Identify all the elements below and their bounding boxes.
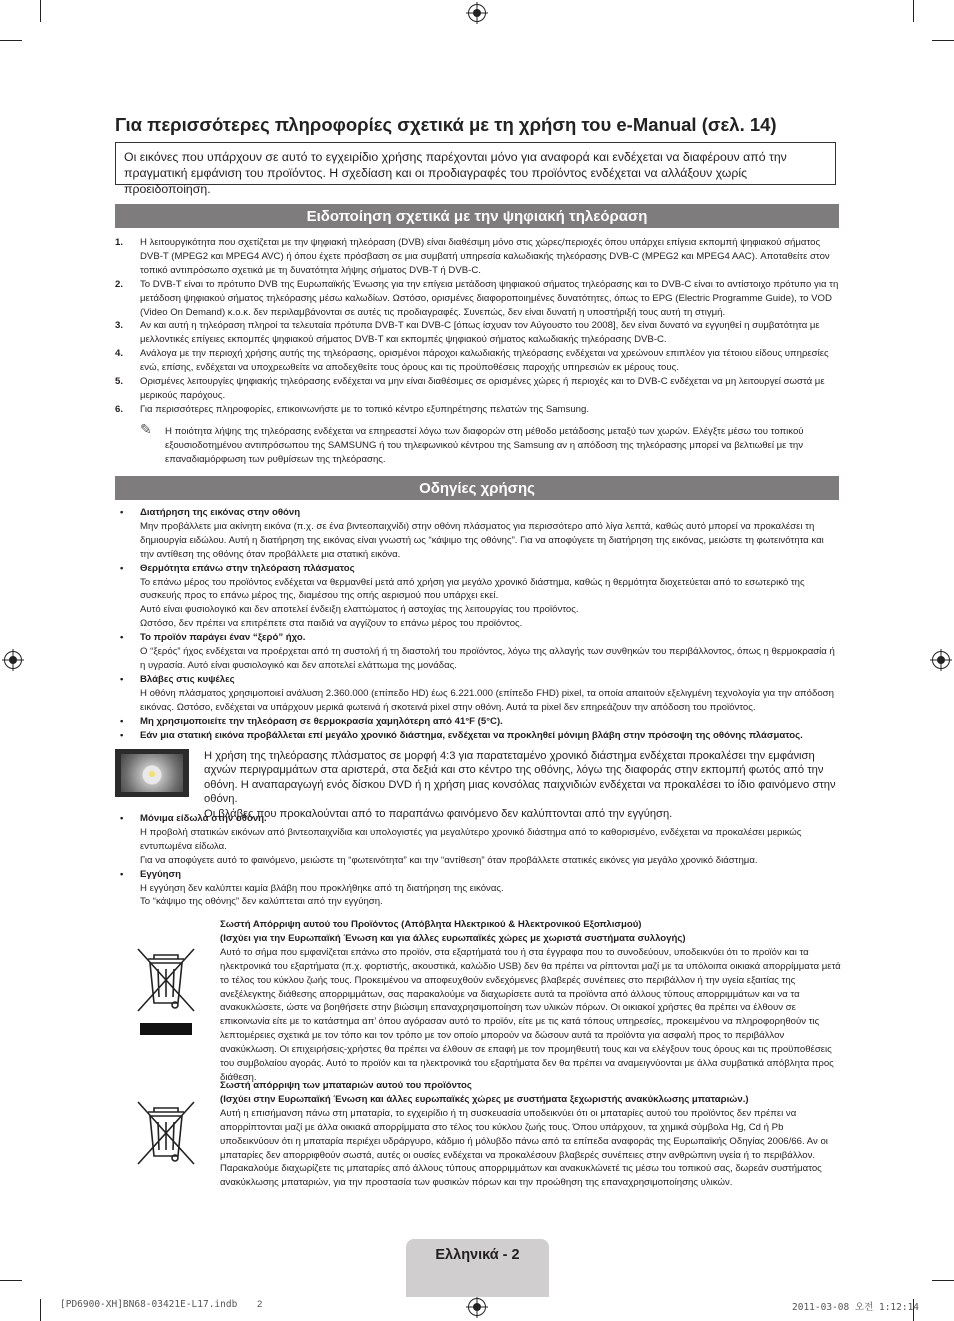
list-item: • Θερμότητα επάνω στην τηλεόραση πλάσματος Το επάνω μέρος του προϊόντος ενδέχεται να θερμανθεί μετά από χρήση για μεγάλο χρονικό διάστημα, καθώς η θερμότητα διοχετεύεται από το εσωτερικό της συσκευής προς το επάνω μέρος της, διαμέσου της οπής αερισμού που υπάρχει εκεί. Αυτό είναι φυσιολογικό και δεν αποτελεί ένδειξη ελαττώματος ή αστοχίας της λειτουργίας του προϊόντος. Ωστόσο, δεν πρέπει να επιτρέπετε στα παιδιά να αγγίζουν το επάνω μέρος του προϊόντος.	[120, 562, 805, 630]
registration-mark-icon	[932, 651, 950, 669]
list-item: 4. Ανάλογα με την περιοχή χρήσης αυτής της τηλεόρασης, ορισμένοι πάροχοι καλωδιακής τηλεόρασης ενδέχεται να χρεώνουν επιπλέον για τέτοιου είδους υπηρεσίες ενώ, επίσης, ενδέχεται να υποχρεωθείτε να αποδεχθείτε τους όρους και τις προϋποθέσεις παροχής υπηρεσιών εκ μέρους τους.	[115, 348, 829, 374]
tv-burn-in-paragraph: Η χρήση της τηλεόρασης πλάσματος σε μορφή 4:3 για παρατεταμένο χρονικό διάστημα ενδέχεται προκαλέσει την εμφάνιση αχνών περιγραμμάτων στα αριστερά, στα δεξιά και στο κέντρο της οθόνης, λόγω της διαφοράς στην εκπομπή φωτός από την οθόνη. Η αναπαραγωγή ενός δίσκου DVD ή η χρήση μιας κονσόλας παιχνιδιών ενδέχεται να προκαλέσει το ίδιο φαινόμενο στην οθόνη. Οι βλάβες που προκαλούνται από το παραπάνω φαινόμενο δεν καλύπτονται από την εγγύηση.	[204, 750, 836, 820]
digital-tv-list	[115, 236, 839, 417]
tv-screen-illustration	[115, 749, 189, 797]
list-item: • Βλάβες στις κυψέλες Η οθόνη πλάσματος χρησιμοποιεί ανάλυση 2.360.000 (επίπεδο HD) έως 6.221.000 (επίπεδο FHD) pixel, τα οποία απαιτούν εξελιγμένη τεχνολογία για την απόδοση εικόνας. Ωστόσο, ενδέχεται να υπάρχουν μερικά φωτεινά ή σκοτεινά pixel στην οθόνη. Αυτά τα pixel δεν επηρεάζουν την απόδοση του προϊόντος.	[120, 673, 834, 713]
page-title: Για περισσότερες πληροφορίες σχετικά με τη χρήση του e-Manual (σελ. 14)	[115, 114, 777, 135]
list-item: • Εάν μια στατική εικόνα προβάλλεται επί μεγάλο χρονικό διάστημα, ενδέχεται να προκληθεί μόνιμη βλάβη στην πρόσοψη της οθόνης πλάσματος.	[120, 729, 803, 741]
crop-mark	[913, 0, 914, 22]
section-heading-digital-tv: Ειδοποίηση σχετικά με την ψηφιακή τηλεόραση	[115, 204, 839, 228]
list-item: 1. Η λειτουργικότητα που σχετίζεται με την ψηφιακή τηλεόραση (DVB) είναι διαθέσιμη μόνο στις χώρες/περιοχές όπου υπάρχει επίγεια εκπομπή ψηφιακού σήματος DVB-T (MPEG2 και MPEG4 AVC) ή όπου έχετε πρόσβαση σε μια συμβατή υπηρεσία καλωδιακής τηλεόρασης DVB-C (MPEG2 και MPEG4 AAC). Αποταθείτε στον τοπικό αντιπρόσωπο σχετικά με τη δυνατότητα λήψης σήματος DVB-T ή DVB-C.	[115, 237, 830, 276]
disclaimer-text: Οι εικόνες που υπάρχουν σε αυτό το εγχειρίδιο χρήσης παρέχονται μόνο για αναφορά και ενδέχεται να διαφέρουν από την πραγματική εμφάνιση του προϊόντος. Η σχεδίαση και οι προδιαγραφές του προϊόντος ενδέχεται να αλλάξουν χωρίς προειδοποίηση.	[124, 150, 787, 196]
page-number-label: Ελληνικά - 2	[435, 1247, 520, 1263]
page-number-tab	[406, 1239, 549, 1297]
crop-mark	[0, 1280, 22, 1281]
usage-list-2	[115, 812, 839, 909]
list-item: 5. Ορισμένες λειτουργίες ψηφιακής τηλεόρασης ενδέχεται να μην είναι διαθέσιμες σε ορισμένες χώρες ή περιοχές και το DVB-C ενδέχεται να μη λειτουργεί σωστά με μερικούς παρόχους.	[115, 376, 825, 401]
list-item: • Εγγύηση Η εγγύηση δεν καλύπτει καμία βλάβη που προκλήθηκε από τη διατήρηση της εικόνας. Το “κάψιμο της οθόνης” δεν καλύπτεται από την εγγύηση.	[120, 868, 504, 908]
list-item: • Το προϊόν παράγει έναν “ξερό” ήχο. Ο “ξερός” ήχος ενδέχεται να προέρχεται από τη συστολή ή τη διαστολή του προϊόντος, λόγω της αλλαγής των συνθηκών του περιβάλλοντος, όπως η θερμοκρασία ή η υγρασία. Αυτό είναι φυσιολογικό και δεν αποτελεί ελάττωμα της μονάδας.	[120, 632, 835, 671]
crossed-out-bin-icon	[134, 945, 198, 1037]
print-slug-file: [PD6900-XH]BN68-03421E-L17.indb	[60, 1299, 238, 1310]
crop-mark	[932, 40, 954, 41]
registration-mark-icon	[4, 651, 22, 669]
note-pencil-icon: ✎	[140, 421, 152, 437]
usage-list	[115, 506, 839, 742]
crossed-out-bin-icon	[134, 1098, 198, 1170]
list-item: • Μη χρησιμοποιείτε την τηλεόραση σε θερμοκρασία χαμηλότερη από 41°F (5°C).	[120, 715, 503, 727]
print-slug-date: 2011-03-08 오전 1:12:14	[792, 1302, 920, 1313]
list-item: 6. Για περισσότερες πληροφορίες, επικοινωνήστε με το τοπικό κέντρο εξυπηρέτησης πελατών της Samsung.	[115, 403, 590, 415]
crop-mark	[40, 0, 41, 22]
list-item: 3. Αν και αυτή η τηλεόραση πληροί τα τελευταία πρότυπα DVB-T και DVB-C [όπως ίσχυαν τον Αύγουστο του 2008], δεν είναι δυνατό να εγγυηθεί η συμβατότητα με μελλοντικές επίγειες εκπομπές ψηφιακού σήματος DVB-T και εκπομπές ψηφιακού σήματος καλωδιακής τηλεόρασης DVB-C.	[115, 320, 820, 346]
disclaimer-box	[115, 142, 836, 196]
registration-mark-icon	[468, 1298, 486, 1316]
weee-disposal-text: Σωστή Απόρριψη αυτού του Προϊόντος (Απόβλητα Ηλεκτρικού & Ηλεκτρονικού Εξοπλισμού) (Ισχύει για την Ευρωπαϊκή Ένωση και για άλλες ευρωπαϊκές χώρες με χωριστά συστήματα συλλογής) Αυτό το σήμα που εμφανίζεται επάνω στο προϊόν, στα εξαρτήματά του ή στα έγγραφα που το συνοδεύουν, υποδεικνύει ότι το προϊόν και τα ηλεκτρονικά του εξαρτήματα (π.χ. φορτιστής, ακουστικά, καλώδιο USB) δεν θα πρέπει να ρίπτονται μαζί με τα υπόλοιπα οικιακά απορρίμματα μετά το τέλος του κύκλου ζωής τους. Προκειμένου να αποφευχθούν ενδεχόμενες βλαβερές συνέπειες στο περιβάλλον ή την υγεία εξαιτίας της ανεξέλεγκτης διάθεσης απορριμμάτων, σας παρακαλούμε να διαχωρίσετε αυτά τα προϊόντα από άλλους τύπους απορριμμάτων και να τα ανακυκλώσετε, ώστε να βοηθήσετε στην βιώσιμη επαναχρησιμοποίηση των υλικών πόρων. Οι οικιακοί χρήστες θα πρέπει να έλθουν σε επικοινωνία είτε με το κατάστημα απ’ όπου αγόρασαν αυτό το προϊόν, είτε με τις κατά τόπους υπηρεσίες, προκειμένου να πληροφορηθούν τις λεπτομέρειες σχετικά με τον τόπο και τον τρόπο με τον οποίο μπορούν να δώσουν αυτά τα προϊόντα για ασφαλή προς το περιβάλλον ανακύκλωση. Οι επιχειρήσεις-χρήστες θα πρέπει να έλθουν σε επαφή με τον προμηθευτή τους και να ελέγξουν τους όρους και τις προϋποθέσεις του συμβολαίου αγοράς. Αυτό το προϊόν και τα ηλεκτρονικά του εξαρτήματα δεν θα πρέπει να αναμειγνύονται με άλλα συμβατικά απόβλητα προς διάθεση.	[220, 919, 841, 1083]
crop-mark	[40, 1299, 41, 1321]
battery-disposal-text: Σωστή απόρριψη των μπαταριών αυτού του προϊόντος (Ισχύει στην Ευρωπαϊκή Ένωση και άλλες ευρωπαϊκές χώρες με συστήματα ξεχωριστής ανακύκλωσης μπαταριών.) Αυτή η επισήμανση πάνω στη μπαταρία, το εγχειρίδιο ή τη συσκευασία υποδεικνύει ότι οι μπαταρίες αυτού του προϊόντος δεν πρέπει να απορρίπτονται μαζί με άλλα οικιακά απορρίμματα στο τέλος του κύκλου ζωής τους. Όπου υπάρχουν, τα χημικά σύμβολα Hg, Cd ή Pb υποδεικνύουν ότι η μπαταρία περιέχει υδράργυρο, κάδμιο ή μόλυβδο πάνω από τα επίπεδα αναφοράς της Ευρωπαϊκής Οδηγίας 2006/66. Αν οι μπαταρίες δεν απορριφθούν σωστά, αυτές οι ουσίες ενδέχεται να προκαλέσουν βλαβερές συνέπειες στην ανθρώπινη υγεία ή το περιβάλλον. Παρακαλούμε διαχωρίζετε τις μπαταρίες από άλλους τύπους απορριμμάτων και ανακυκλώνετέ τις μέσω του τοπικού σας, δωρεάν συστήματος ανακύκλωσης μπαταριών, για την προστασία των φυσικών πόρων και την προώθηση της επαναχρησιμοποίησης υλικών.	[220, 1080, 828, 1189]
section-heading-usage: Οδηγίες χρήσης	[115, 476, 839, 500]
reception-note: ✎ Η ποιότητα λήψης της τηλεόρασης ενδέχεται να επηρεαστεί λόγω των διαφορών στη μέθοδο μετάδοσης μεταξύ των χωρών. Ελέγξτε μέσω του τοπικού εξουσιοδοτημένου αντιπρόσωπου της SAMSUNG ή του τηλεφωνικού κέντρου της Samsung αν η απόδοση της τηλεόρασης μπορεί να βελτιωθεί με την επαναδιαμόρφωση των ρυθμίσεων της τηλεόρασης.	[140, 421, 804, 465]
crop-mark	[0, 40, 22, 41]
print-slug-page: 2	[257, 1299, 263, 1310]
list-item: 2. Το DVB-T είναι το πρότυπο DVB της Ευρωπαϊκής Ένωσης για την επίγεια μετάδοση ψηφιακού σήματος τηλεόρασης και το DVB-C είναι το αντίστοιχο πρότυπο για τη μετάδοση ψηφιακού σήματος τηλεόρασης μέσω καλωδίων. Ωστόσο, ορισμένες διαφοροποιημένες δυνατότητες, όπως το EPG (Electric Programme Guide), το VOD (Video On Demand) κ.ο.κ. δεν περιλαμβάνονται σε αυτές τις προδιαγραφές. Συνεπώς, δεν είναι δυνατή η υποστήριξή τους αυτή τη στιγμή.	[115, 278, 839, 318]
list-item: • Μόνιμα είδωλα στην οθόνη. Η προβολή στατικών εικόνων από βιντεοπαιχνίδια και υπολογιστές για μεγαλύτερο χρονικό διάστημα από το καθορισμένο, ενδέχεται να προκαλέσει μερικώς εντυπωμένα είδωλα. Για να αποφύγετε αυτό το φαινόμενο, μειώστε τη “φωτεινότητα” και την “αντίθεση” όταν προβάλλετε στατικές εικόνες για μεγάλο χρονικό διάστημα.	[120, 813, 802, 866]
registration-mark-icon	[468, 4, 486, 22]
list-item: • Διατήρηση της εικόνας στην οθόνη Μην προβάλλετε μια ακίνητη εικόνα (π.χ. σε ένα βιντεοπαιχνίδι) στην οθόνη πλάσματος για περισσότερο από λίγα λεπτά, καθώς αυτό μπορεί να προκαλέσει τη δημιουργία ειδώλου. Αυτή η διατήρηση της εικόνας είναι γνωστή ως “κάψιμο της οθόνης”. Για να αποφύγετε τη διατήρηση της εικόνας, μειώστε τη φωτεινότητα και την αντίθεση της οθόνης όταν προβάλλετε μια στατική εικόνα.	[120, 507, 824, 560]
crop-mark	[932, 1280, 954, 1281]
